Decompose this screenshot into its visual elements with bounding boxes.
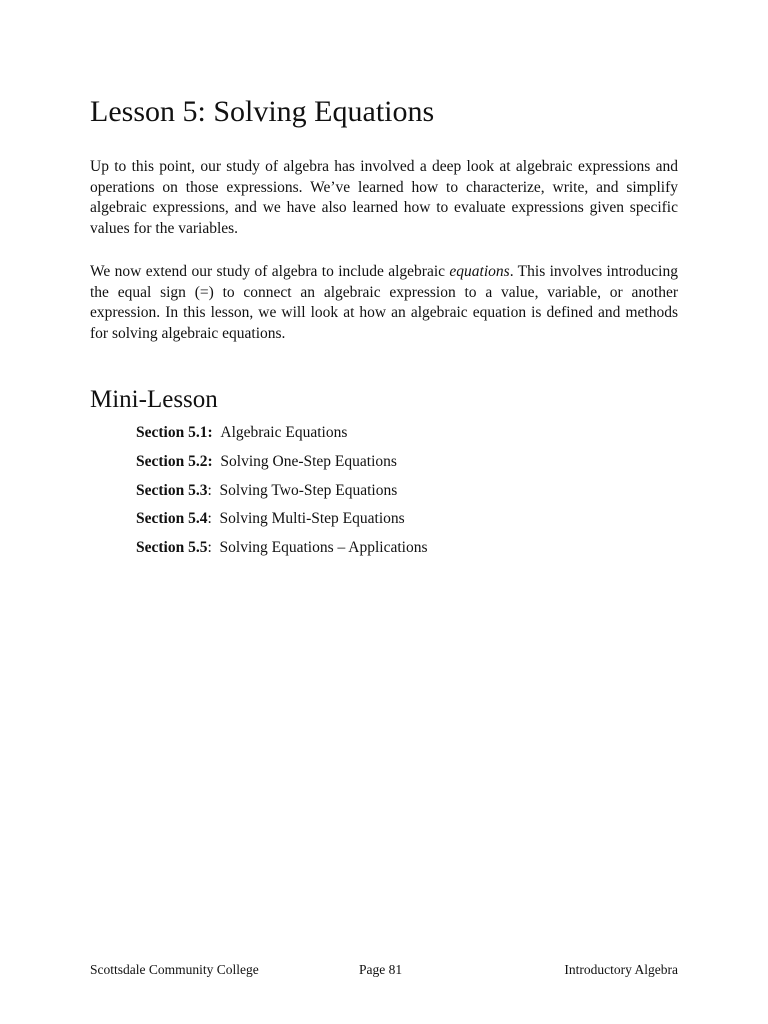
paragraph-2-text-end: . This involves introducing the equal sign (=) to connect an algebraic expression to a value, variable, or another expression. In this lesson, we will look at how an algebraic equation is defined and methods for solving algebraic equations. <box>90 263 678 342</box>
page-title: Lesson 5: Solving Equations <box>90 95 435 128</box>
mini-lesson-heading: Mini-Lesson <box>90 386 218 413</box>
footer-page-number: Page 81 <box>359 962 403 977</box>
section-colon: : <box>207 539 212 556</box>
section-item-5-5 <box>136 537 428 566</box>
footer-course: Introductory Algebra <box>564 962 678 977</box>
section-item-5-3 <box>136 480 428 509</box>
section-title: Solving One-Step Equations <box>220 452 397 470</box>
footer-college: Scottsdale Community College <box>90 962 259 977</box>
section-number: Section 5.2: <box>136 452 213 470</box>
page-footer <box>90 961 678 981</box>
intro-paragraph-2 <box>90 262 678 344</box>
section-item-5-1 <box>136 422 428 451</box>
paragraph-2-text-start: We now extend our study of algebra to include algebraic <box>90 263 450 280</box>
equations-emphasis: equations <box>449 263 510 280</box>
section-colon: : <box>207 481 212 499</box>
section-colon: : <box>207 510 212 528</box>
section-item-5-2 <box>136 451 428 480</box>
section-number: Section 5.3 <box>136 481 208 499</box>
section-title: Algebraic Equations <box>220 424 348 441</box>
section-list <box>136 422 428 566</box>
intro-paragraph-1: Up to this point, our study of algebra has involved a deep look at algebraic expressions and operations on those expressions. We’ve learned how to characterize, write, and simplify algebraic expressions, and we have also learned how to evaluate expressions given specific values for the variables. <box>90 158 678 237</box>
section-number: Section 5.5 <box>136 539 208 556</box>
section-title: Solving Two-Step Equations <box>219 481 398 499</box>
section-number: Section 5.1: <box>136 424 213 441</box>
section-item-5-4 <box>136 508 428 537</box>
section-title: Solving Equations – Applications <box>219 539 428 556</box>
section-number: Section 5.4 <box>136 510 208 528</box>
section-title: Solving Multi-Step Equations <box>219 510 405 528</box>
